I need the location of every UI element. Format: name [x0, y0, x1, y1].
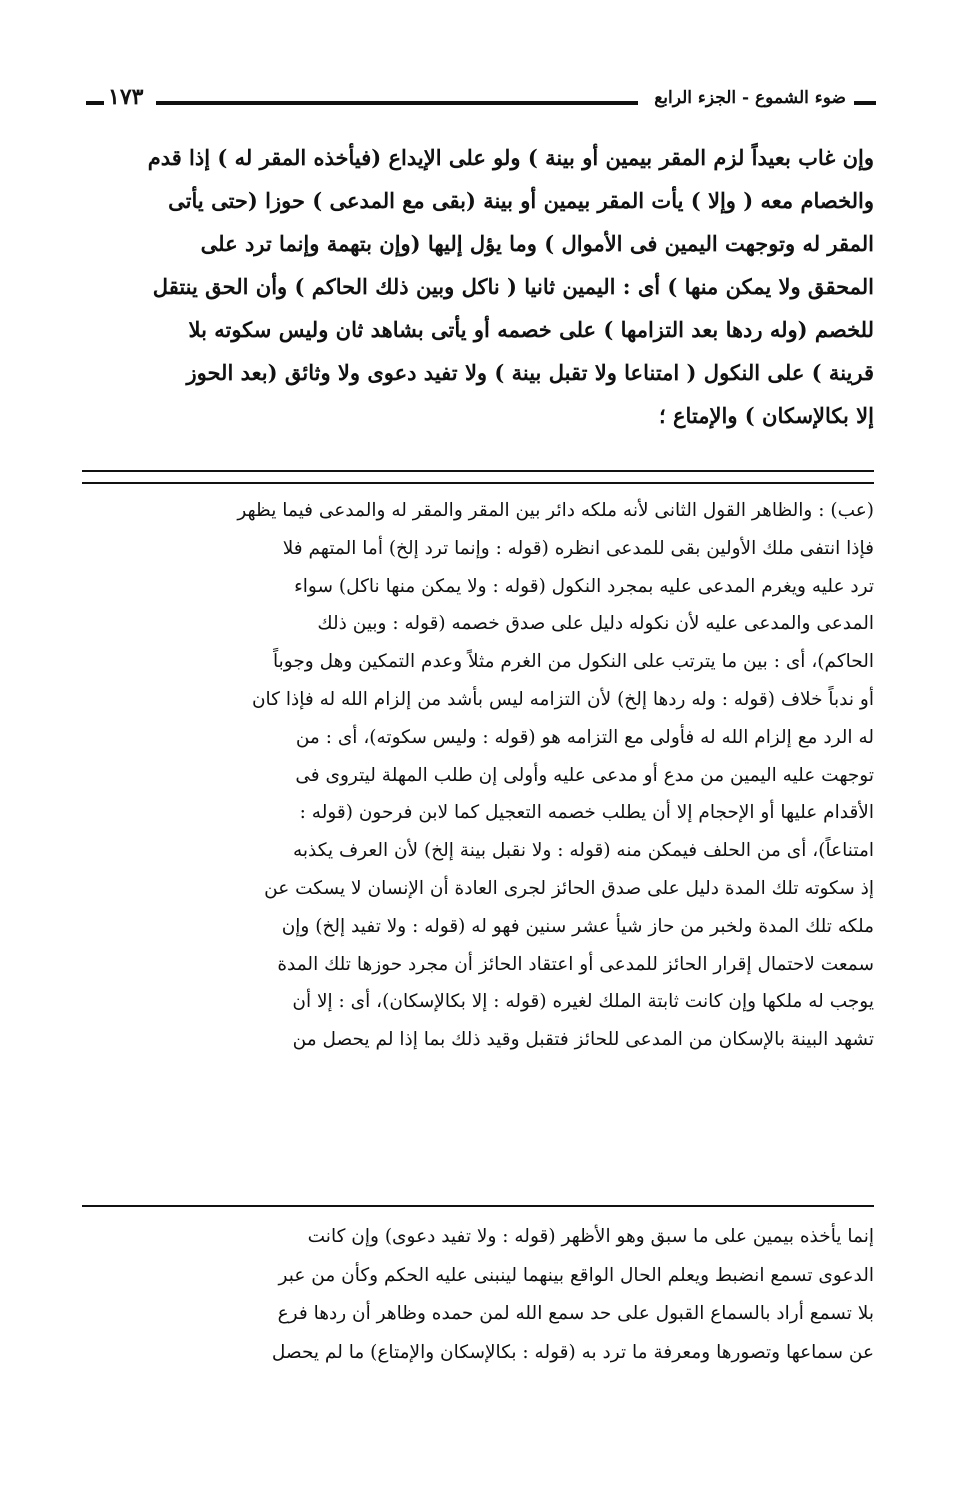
footnote-line: عن سماعها وتصورها ومعرفة ما ترد به (قوله : بكالإسكان والإمتاع) ما لم يحصل [271, 1341, 874, 1363]
commentary-line: أو ندباً خلاف (قوله : وله ردها إلخ) لأن التزامه ليس بأشد من إلزام الله له فإذا كان [251, 688, 874, 710]
commentary-line: المدعى والمدعى عليه لأن نكوله دليل على صدق خصمه (قوله : وبين ذلك [317, 613, 874, 635]
header-rule [156, 101, 638, 105]
footnote-divider [82, 1205, 874, 1207]
commentary-line: امتناعاً)، أى من الحلف فيمكن منه (قوله : ولا نقبل بينة إلخ) لأن العرف يكذبه [292, 840, 874, 862]
commentary-line: ملكه تلك المدة ولخبر من حاز شيأ عشر سنين فهو له (قوله : ولا تفيد إلخ) وإن [281, 915, 874, 937]
commentary-line: ترد عليه ويغرم المدعى عليه بمجرد النكول (قوله : ولا يمكن منها ناكل) سواء [294, 575, 874, 597]
running-title: ضوء الشموع - الجزء الرابع [654, 88, 846, 108]
main-line: للخصم (وله ردها بعد التزامها ) على خصمه أو يأتى بشاهد ثان وليس سكوته بلا [188, 317, 874, 342]
footnote-text [82, 1218, 874, 1372]
header-dash-right [854, 101, 876, 105]
main-line: المحقق ولا يمكن منها ) أى : اليمين ثانيا ( ناكل وبين ذلك الحاكم ) وأن الحق ينتقل [152, 274, 874, 299]
main-line: قرينة ) على النكول ( امتناعا ولا تقبل بينة ) ولا تفيد دعوى ولا وثائق (بعد الحوز [186, 360, 874, 385]
main-text [82, 136, 874, 437]
commentary-line: يوجب له ملكها وإن كانت ثابتة الملك لغيره (قوله : إلا بكالإسكان)، أى : إلا أن [292, 991, 874, 1013]
footnote-line: بلا تسمع أراد بالسماع القبول على حد سمع الله لمن حمده وظاهر أن ردها فرع [277, 1303, 874, 1324]
footnote-line: إنما يأخذه بيمين على ما سبق وهو الأظهر (قوله : ولا تفيد دعوى) وإن كانت [307, 1226, 874, 1247]
commentary-line: له الرد مع إلزام الله له فأولى مع التزامه هو (قوله : وليس سكوته)، أى : من [295, 726, 874, 748]
commentary-line: فإذا انتفى ملك الأولين بقى للمدعى انظره (قوله : وإنما ترد إلخ) أما المتهم فلا [282, 537, 874, 559]
commentary-line: تشهد البينة بالإسكان من المدعى للحائز فتقبل وقيد ذلك بما إذا لم يحصل من [292, 1029, 874, 1051]
page-number: ١٧٣ [108, 84, 144, 110]
footnote-line: الدعوى تسمع انضبط ويعلم الحال الواقع بينهما لينبنى عليه الحكم وكأن من عبر [278, 1264, 874, 1286]
commentary-line: الحاكم)، أى : بين ما يترتب على النكول من الغرم مثلاً وعدم التمكين وهل وجوباً [273, 651, 874, 673]
section-divider [82, 470, 874, 484]
page-header [86, 80, 876, 120]
commentary-line: سمعت لاحتمال إقرار الحائز للمدعى أو اعتقاد الحائز أن مجرد حوزها تلك المدة [277, 953, 874, 975]
commentary-line: الأقدام عليها أو الإحجام إلا أن يطلب خصمه التعجيل كما لابن فرحون (قوله : [299, 802, 874, 824]
commentary-line: (عب) : والظاهر القول الثانى لأنه ملكه دائر بين المقر والمقر له والمدعى فيما يظهر [237, 500, 874, 521]
main-line: المقر له وتوجهت اليمين فى الأموال ) وما يؤل إليها (وإن بتهمة وإنما ترد على [200, 231, 874, 256]
main-line: والخصام معه ( وإلا ) يأت المقر بيمين أو بينة (بقى مع المدعى ) حوزا (حتى يأتى [168, 188, 874, 213]
commentary-text [82, 492, 874, 1059]
main-line: وإن غاب بعيداً لزم المقر بيمين أو بينة ) ولو على الإيداع (فيأخذه المقر له ) إذا قدم [147, 145, 874, 170]
commentary-line: توجهت عليه اليمين من مدع أو مدعى عليه وأولى إن طلب المهلة ليتروى فى [295, 764, 874, 786]
main-line: إلا بكالإسكان ) والإمتاع ؛ [659, 403, 874, 428]
header-dash-left [86, 101, 104, 105]
commentary-line: إذ سكوته تلك المدة دليل على صدق الحائز لجرى العادة أن الإنسان لا يسكت عن [264, 877, 874, 899]
